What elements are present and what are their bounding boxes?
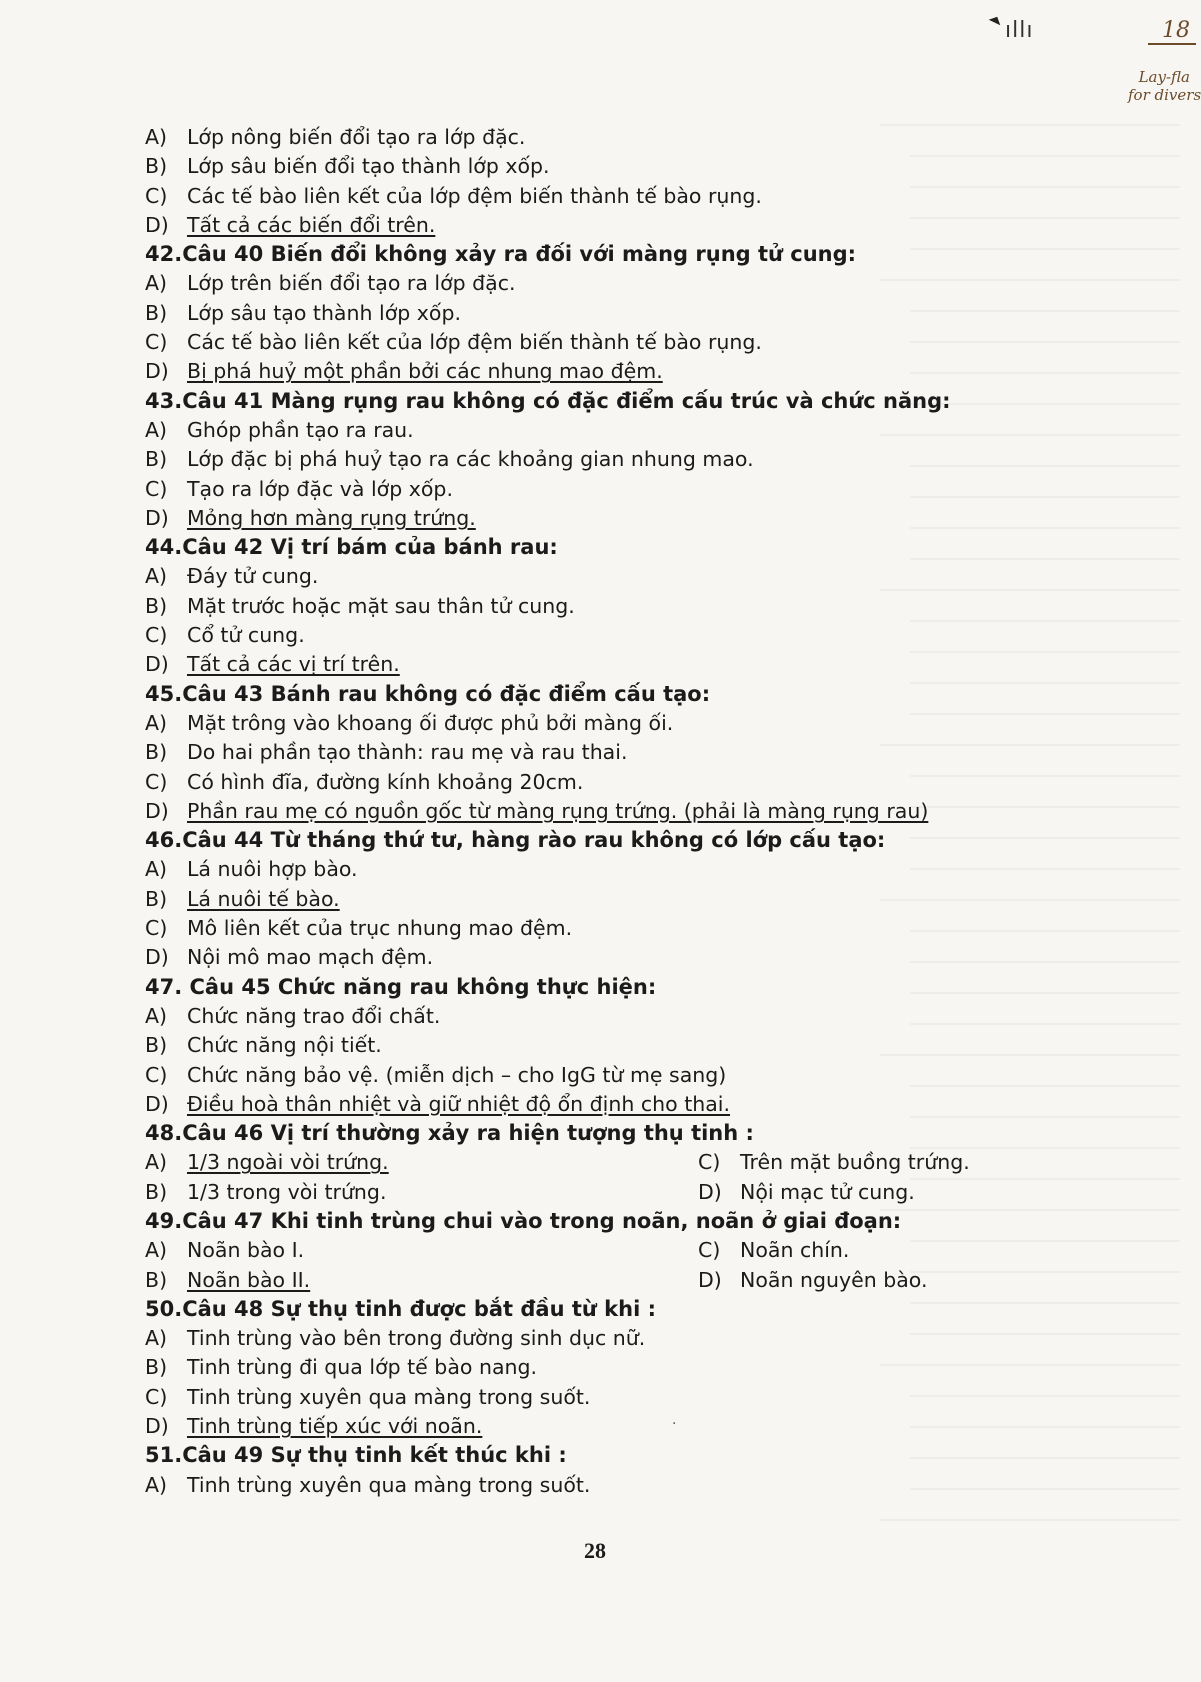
- option-text: Các tế bào liên kết của lớp đệm biến thành tế bào rụng.: [187, 183, 762, 208]
- option-text-answer: Tinh trùng tiếp xúc với noãn.: [187, 1414, 483, 1439]
- option-label: A): [145, 1472, 168, 1497]
- answer-option: [145, 885, 1045, 914]
- answer-option: [145, 504, 1045, 533]
- corner-marks: ıllı: [990, 18, 1033, 43]
- option-text: Noãn chín.: [740, 1238, 850, 1263]
- option-text: Ghóp phần tạo ra rau.: [187, 417, 414, 442]
- option-text-answer: Mỏng hơn màng rụng trứng.: [187, 505, 476, 530]
- answer-option: [145, 328, 1045, 357]
- answer-option: [698, 1266, 927, 1295]
- page-number: 28: [584, 1538, 606, 1563]
- answer-option: [145, 592, 1045, 621]
- option-label: B): [145, 300, 168, 325]
- option-label: C): [145, 1384, 168, 1409]
- option-label: C): [145, 916, 168, 941]
- option-text-answer: 1/3 ngoài vòi trứng.: [187, 1150, 389, 1175]
- option-text: Lá nuôi hợp bào.: [187, 857, 358, 882]
- option-label: B): [145, 154, 168, 179]
- question-heading: 45.Câu 43 Bánh rau không có đặc điểm cấu tạo:: [145, 681, 711, 706]
- option-text: Tạo ra lớp đặc và lớp xốp.: [187, 476, 453, 501]
- option-label: B): [145, 447, 168, 472]
- option-text: Chức năng trao đổi chất.: [187, 1003, 441, 1028]
- option-text: Tinh trùng vào bên trong đường sinh dục nữ.: [187, 1326, 646, 1351]
- answer-option: [145, 1031, 1045, 1060]
- option-label: D): [145, 1414, 169, 1439]
- stray-mark: .: [672, 1412, 677, 1428]
- option-text: Mặt trông vào khoang ối được phủ bởi màng ối.: [187, 710, 674, 735]
- option-text: Trên mặt buồng trứng.: [740, 1150, 970, 1175]
- answer-option: [145, 650, 1045, 679]
- option-text: Do hai phần tạo thành: rau mẹ và rau thai.: [187, 740, 628, 765]
- option-label: B): [145, 1033, 168, 1058]
- option-label: C): [145, 183, 168, 208]
- option-text: Chức năng nội tiết.: [187, 1033, 382, 1058]
- option-label: D): [145, 1091, 169, 1116]
- option-text: Noãn nguyên bào.: [740, 1267, 928, 1292]
- option-label: C): [698, 1238, 721, 1263]
- answer-option: [145, 1266, 698, 1295]
- corner-page-fragment: 18: [1148, 18, 1196, 45]
- option-label: A): [145, 1003, 168, 1028]
- option-text: Tinh trùng xuyên qua màng trong suốt.: [187, 1472, 591, 1497]
- answer-option: [145, 797, 1045, 826]
- answer-option: [145, 1353, 1045, 1382]
- answer-option: [145, 416, 1045, 445]
- option-text-answer: Tất cả các vị trí trên.: [187, 652, 400, 677]
- answer-option: [145, 269, 1045, 298]
- question-heading: 43.Câu 41 Màng rụng rau không có đặc điểm cấu trúc và chức năng:: [145, 388, 951, 413]
- option-text: Lớp sâu tạo thành lớp xốp.: [187, 300, 461, 325]
- option-label: D): [698, 1267, 722, 1292]
- option-label: B): [145, 1355, 168, 1380]
- option-text: Mặt trước hoặc mặt sau thân tử cung.: [187, 593, 575, 618]
- option-label: C): [145, 1062, 168, 1087]
- option-text: Lớp đặc bị phá huỷ tạo ra các khoảng gian nhung mao.: [187, 447, 754, 472]
- option-label: D): [145, 505, 169, 530]
- question-heading: 46.Câu 44 Từ tháng thứ tư, hàng rào rau không có lớp cấu tạo:: [145, 828, 886, 853]
- option-text: Lớp sâu biến đổi tạo thành lớp xốp.: [187, 154, 550, 179]
- corner-triangle-icon: [989, 17, 1001, 29]
- answer-option: [145, 1148, 698, 1177]
- option-label: C): [145, 476, 168, 501]
- question-heading: 42.Câu 40 Biến đổi không xảy ra đối với màng rụng tử cung:: [145, 242, 857, 267]
- option-text-answer: Noãn bào II.: [187, 1267, 311, 1292]
- option-label: B): [145, 740, 168, 765]
- option-text-answer: Phần rau mẹ có nguồn gốc từ màng rụng trứng. (phải là màng rụng rau): [187, 798, 929, 823]
- option-text: Lớp trên biến đổi tạo ra lớp đặc.: [187, 271, 516, 296]
- option-label: A): [145, 1238, 168, 1263]
- answer-option: [145, 1061, 1045, 1090]
- option-text: 1/3 trong vòi trứng.: [187, 1179, 387, 1204]
- option-label: D): [145, 652, 169, 677]
- option-label: C): [698, 1150, 721, 1175]
- option-text: Có hình đĩa, đường kính khoảng 20cm.: [187, 769, 584, 794]
- option-text-answer: Bị phá huỷ một phần bởi các nhung mao đệm.: [187, 359, 663, 384]
- answer-option: [145, 445, 1045, 474]
- answer-option: [145, 123, 1045, 152]
- option-text: Các tế bào liên kết của lớp đệm biến thành tế bào rụng.: [187, 330, 762, 355]
- option-text-answer: Điều hoà thân nhiệt và giữ nhiệt độ ổn định cho thai.: [187, 1091, 730, 1116]
- answer-option: [145, 1090, 1045, 1119]
- question-heading: 49.Câu 47 Khi tinh trùng chui vào trong noãn, noãn ở giai đoạn:: [145, 1208, 902, 1233]
- option-row: [145, 1148, 1045, 1177]
- option-text: Mô liên kết của trục nhung mao đệm.: [187, 916, 573, 941]
- answer-option: [145, 1412, 1045, 1441]
- answer-option: [145, 709, 1045, 738]
- answer-option: [145, 738, 1045, 767]
- option-label: C): [145, 769, 168, 794]
- answer-option: [698, 1236, 849, 1265]
- option-text: Nội mạc tử cung.: [740, 1179, 915, 1204]
- option-label: D): [698, 1179, 722, 1204]
- option-text: Tinh trùng xuyên qua màng trong suốt.: [187, 1384, 591, 1409]
- option-row: [145, 1178, 1045, 1207]
- answer-option: [145, 1383, 1045, 1412]
- answer-option: [145, 914, 1045, 943]
- answer-option: [145, 768, 1045, 797]
- option-label: D): [145, 945, 169, 970]
- option-label: C): [145, 330, 168, 355]
- answer-option: [698, 1148, 970, 1177]
- option-label: A): [145, 1326, 168, 1351]
- option-label: B): [145, 886, 168, 911]
- option-label: A): [145, 271, 168, 296]
- option-label: A): [145, 125, 168, 149]
- question-list: [145, 123, 1045, 1500]
- option-label: A): [145, 564, 168, 589]
- answer-option: [145, 152, 1045, 181]
- answer-option: [145, 299, 1045, 328]
- option-label: D): [145, 212, 169, 237]
- answer-option: [145, 1324, 1045, 1353]
- option-label: B): [145, 1267, 168, 1292]
- question-heading: 50.Câu 48 Sự thụ tinh được bắt đầu từ khi :: [145, 1296, 656, 1321]
- answer-option: [145, 475, 1045, 504]
- answer-option: [145, 943, 1045, 972]
- option-text: Noãn bào I.: [187, 1238, 305, 1263]
- answer-option: [145, 1002, 1045, 1031]
- question-heading: 44.Câu 42 Vị trí bám của bánh rau:: [145, 535, 558, 560]
- question-heading: 51.Câu 49 Sự thụ tinh kết thúc khi :: [145, 1443, 567, 1468]
- option-text: Cổ tử cung.: [187, 623, 305, 648]
- answer-option: [145, 621, 1045, 650]
- option-label: A): [145, 857, 168, 882]
- option-text-answer: Tất cả các biến đổi trên.: [187, 212, 436, 237]
- corner-tag: Lay-fla for divers: [1128, 68, 1201, 104]
- answer-option: [145, 357, 1045, 386]
- option-row: [145, 1236, 1045, 1265]
- answer-option: [145, 211, 1045, 240]
- option-label: D): [145, 798, 169, 823]
- option-text: Đáy tử cung.: [187, 564, 319, 589]
- option-text: Tinh trùng đi qua lớp tế bào nang.: [187, 1355, 538, 1380]
- option-label: C): [145, 623, 168, 648]
- option-text: Lớp nông biến đổi tạo ra lớp đặc.: [187, 125, 526, 149]
- answer-option: [145, 562, 1045, 591]
- option-text: Nội mô mao mạch đệm.: [187, 945, 434, 970]
- option-text-answer: Lá nuôi tế bào.: [187, 886, 340, 911]
- question-heading: 47. Câu 45 Chức năng rau không thực hiện:: [145, 974, 657, 999]
- question-heading: 48.Câu 46 Vị trí thường xảy ra hiện tượng thụ tinh :: [145, 1121, 754, 1146]
- answer-option: [145, 182, 1045, 211]
- option-label: A): [145, 417, 168, 442]
- option-text: Chức năng bảo vệ. (miễn dịch – cho IgG từ mẹ sang): [187, 1062, 727, 1087]
- option-label: D): [145, 359, 169, 384]
- option-label: B): [145, 593, 168, 618]
- answer-option: [145, 1471, 1045, 1500]
- answer-option: [145, 1236, 698, 1265]
- answer-option: [145, 855, 1045, 884]
- option-label: A): [145, 710, 168, 735]
- option-row: [145, 1266, 1045, 1295]
- answer-option: [698, 1178, 915, 1207]
- answer-option: [145, 1178, 698, 1207]
- option-label: B): [145, 1179, 168, 1204]
- option-label: A): [145, 1150, 168, 1175]
